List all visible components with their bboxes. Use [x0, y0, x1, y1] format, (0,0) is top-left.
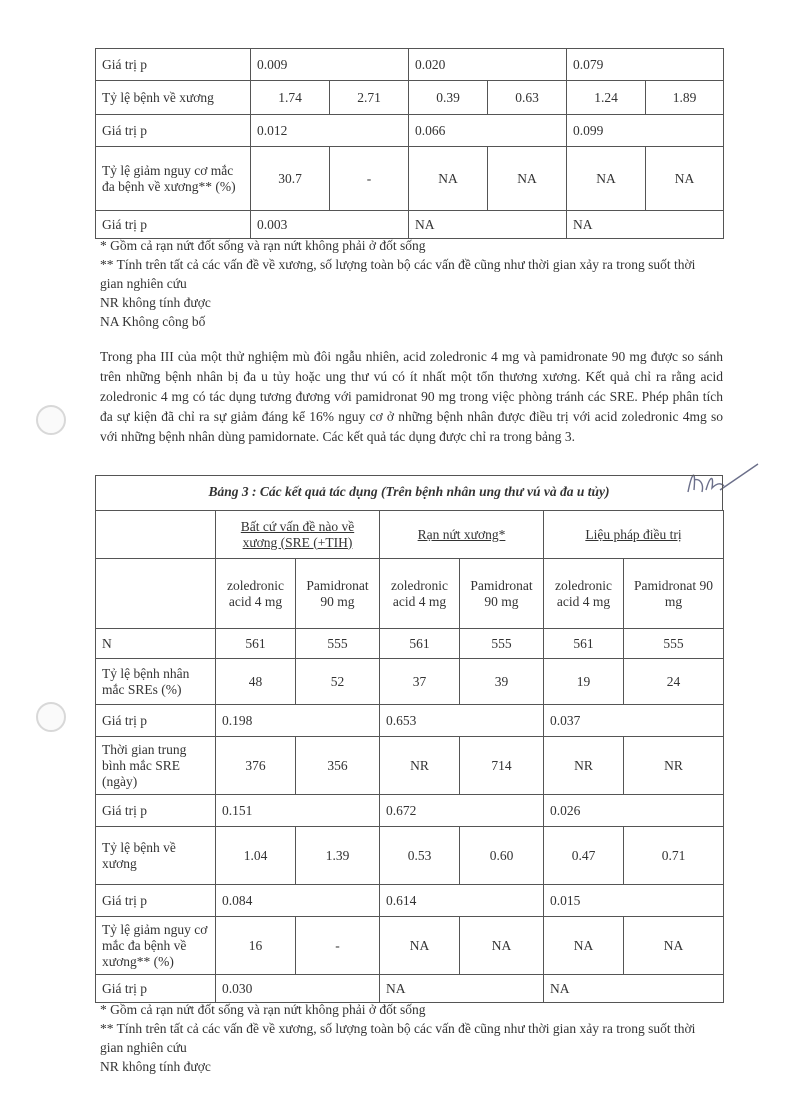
table-cell: 0.026: [544, 795, 724, 827]
subheader: Pamidronat 90 mg: [296, 559, 380, 629]
row-label: Giá trị p: [96, 211, 251, 239]
table-cell: 0.012: [251, 115, 409, 147]
table-row: [96, 917, 724, 975]
table-cell: 0.47: [544, 827, 624, 885]
table-cell: 376: [216, 737, 296, 795]
row-label: Giá trị p: [96, 975, 216, 1003]
table-cell: 0.53: [380, 827, 460, 885]
table-row: [96, 49, 724, 81]
table-cell: 1.24: [567, 81, 646, 115]
table-cell: 0.030: [216, 975, 380, 1003]
table-cell: NA: [544, 975, 724, 1003]
table-row: [96, 629, 724, 659]
table-cell: 714: [460, 737, 544, 795]
table-row: [96, 975, 724, 1003]
table3-group-header: [96, 511, 724, 559]
footnote: NA Không công bố: [100, 314, 206, 329]
table-cell: -: [296, 917, 380, 975]
table-cell: NA: [624, 917, 724, 975]
footnote: NR không tính được: [100, 295, 211, 310]
punch-hole-bottom: [36, 702, 66, 732]
table-cell: NR: [380, 737, 460, 795]
table-cell: 30.7: [251, 147, 330, 211]
table3-subheader: [96, 559, 724, 629]
table-cell: 19: [544, 659, 624, 705]
table-cell: 0.079: [567, 49, 724, 81]
footnote: ** Tính trên tất cả các vấn đề về xương, số lượng toàn bộ các vấn đề cũng như thời gian xảy ra trong suốt thời gian nghiên cứu: [100, 257, 696, 291]
row-label: Tỷ lệ giảm nguy cơ mắc đa bệnh về xương** (%): [96, 917, 216, 975]
table-cell: 1.89: [646, 81, 724, 115]
footnote: ** Tính trên tất cả các vấn đề về xương, số lượng toàn bộ các vấn đề cũng như thời gian xảy ra trong suốt thời gian nghiên cứu: [100, 1021, 696, 1055]
row-label: Giá trị p: [96, 885, 216, 917]
table3-wrapper: [95, 475, 723, 1003]
row-label: Tỷ lệ bệnh về xương: [96, 827, 216, 885]
empty-cell: [96, 559, 216, 629]
footnote: * Gồm cả rạn nứt đốt sống và rạn nứt không phải ở đốt sống: [100, 238, 426, 253]
table-cell: NA: [544, 917, 624, 975]
footnote: NR không tính được: [100, 1059, 211, 1074]
table-cell: NA: [646, 147, 724, 211]
table3-caption: Bảng 3 : Các kết quả tác dụng (Trên bệnh nhân ung thư vú và đa u tủy): [95, 475, 723, 510]
table-cell: 555: [296, 629, 380, 659]
table-row: [96, 115, 724, 147]
table-cell: 0.60: [460, 827, 544, 885]
table-cell: 555: [624, 629, 724, 659]
table-row: [96, 795, 724, 827]
table-cell: 0.39: [409, 81, 488, 115]
body-paragraph: Trong pha III của một thử nghiệm mù đôi ngẫu nhiên, acid zoledronic 4 mg và pamidronate 90 mg được so sánh trên những bệnh nhân bị đa u tủy hoặc ung thư vú có ít nhất một tổn thương xương. Kết quả chỉ ra rằng acid zoledronic 4 mg có tác dụng tương đương với pamidronat 90 mg trong việc phòng tránh các SRE. Phép phân tích đa sự kiện đã chỉ ra sự giảm đáng kể 16% nguy cơ ở những bệnh nhân được điều trị với acid zoledronic 4mg so với những bệnh nhân dùng pamidornate. Các kết quả tác dụng được chỉ ra trong bảng 3.: [100, 349, 723, 444]
row-label: Giá trị p: [96, 115, 251, 147]
table-cell: NA: [488, 147, 567, 211]
subheader: zoledronic acid 4 mg: [380, 559, 460, 629]
table-row: [96, 737, 724, 795]
table-row: [96, 211, 724, 239]
row-label: N: [96, 629, 216, 659]
table-cell: 0.672: [380, 795, 544, 827]
table-cell: 24: [624, 659, 724, 705]
table-cell: 0.151: [216, 795, 380, 827]
table-cell: 0.020: [409, 49, 567, 81]
table-cell: 555: [460, 629, 544, 659]
row-label: Tỷ lệ bệnh nhân mắc SREs (%): [96, 659, 216, 705]
table3-body: [96, 629, 724, 1003]
table-cell: 0.015: [544, 885, 724, 917]
table-cell: NA: [567, 211, 724, 239]
table-cell: 16: [216, 917, 296, 975]
table-row: [96, 147, 724, 211]
table-cell: 0.099: [567, 115, 724, 147]
group-header: Rạn nứt xương*: [380, 511, 544, 559]
empty-cell: [96, 511, 216, 559]
efficacy-table: [95, 510, 724, 1003]
table1-body: [96, 49, 724, 239]
table-row: [96, 885, 724, 917]
footnotes-1: [100, 236, 710, 331]
table-cell: 0.084: [216, 885, 380, 917]
table-cell: 561: [216, 629, 296, 659]
group-header: Bất cứ vấn đề nào về xương (SRE (+TIH): [216, 511, 380, 559]
table-cell: 0.037: [544, 705, 724, 737]
table-cell: NA: [380, 917, 460, 975]
table-cell: 561: [544, 629, 624, 659]
row-label: Giá trị p: [96, 49, 251, 81]
table-cell: NA: [567, 147, 646, 211]
table-cell: NA: [460, 917, 544, 975]
results-table-continued: [95, 48, 724, 239]
row-label: Giá trị p: [96, 705, 216, 737]
table-cell: NA: [409, 147, 488, 211]
table-cell: 0.198: [216, 705, 380, 737]
table-cell: -: [330, 147, 409, 211]
table-cell: 1.04: [216, 827, 296, 885]
table-cell: 2.71: [330, 81, 409, 115]
row-label: Tỷ lệ giảm nguy cơ mắc đa bệnh về xương** (%): [96, 147, 251, 211]
table-cell: 0.63: [488, 81, 567, 115]
footnote: * Gồm cả rạn nứt đốt sống và rạn nứt không phải ở đốt sống: [100, 1002, 426, 1017]
table-cell: 48: [216, 659, 296, 705]
table-cell: NR: [544, 737, 624, 795]
table-cell: 0.71: [624, 827, 724, 885]
table-cell: 1.39: [296, 827, 380, 885]
table-cell: 0.653: [380, 705, 544, 737]
table-cell: 1.74: [251, 81, 330, 115]
punch-hole-top: [36, 405, 66, 435]
table-row: [96, 659, 724, 705]
table-cell: 0.066: [409, 115, 567, 147]
table-row: [96, 827, 724, 885]
table-cell: 0.614: [380, 885, 544, 917]
table-cell: NR: [624, 737, 724, 795]
subheader: Pamidronat 90 mg: [460, 559, 544, 629]
table-cell: 0.003: [251, 211, 409, 239]
table-cell: 356: [296, 737, 380, 795]
table-cell: 52: [296, 659, 380, 705]
row-label: Giá trị p: [96, 795, 216, 827]
table-cell: NA: [380, 975, 544, 1003]
group-header: Liệu pháp điều trị: [544, 511, 724, 559]
row-label: Tỷ lệ bệnh về xương: [96, 81, 251, 115]
table-cell: 0.009: [251, 49, 409, 81]
table-cell: NA: [409, 211, 567, 239]
table-row: [96, 705, 724, 737]
table-row: [96, 81, 724, 115]
subheader: Pamidronat 90 mg: [624, 559, 724, 629]
row-label: Thời gian trung bình mắc SRE (ngày): [96, 737, 216, 795]
footnotes-2: [100, 1000, 720, 1076]
table-cell: 37: [380, 659, 460, 705]
subheader: zoledronic acid 4 mg: [544, 559, 624, 629]
subheader: zoledronic acid 4 mg: [216, 559, 296, 629]
table-cell: 39: [460, 659, 544, 705]
table-cell: 561: [380, 629, 460, 659]
